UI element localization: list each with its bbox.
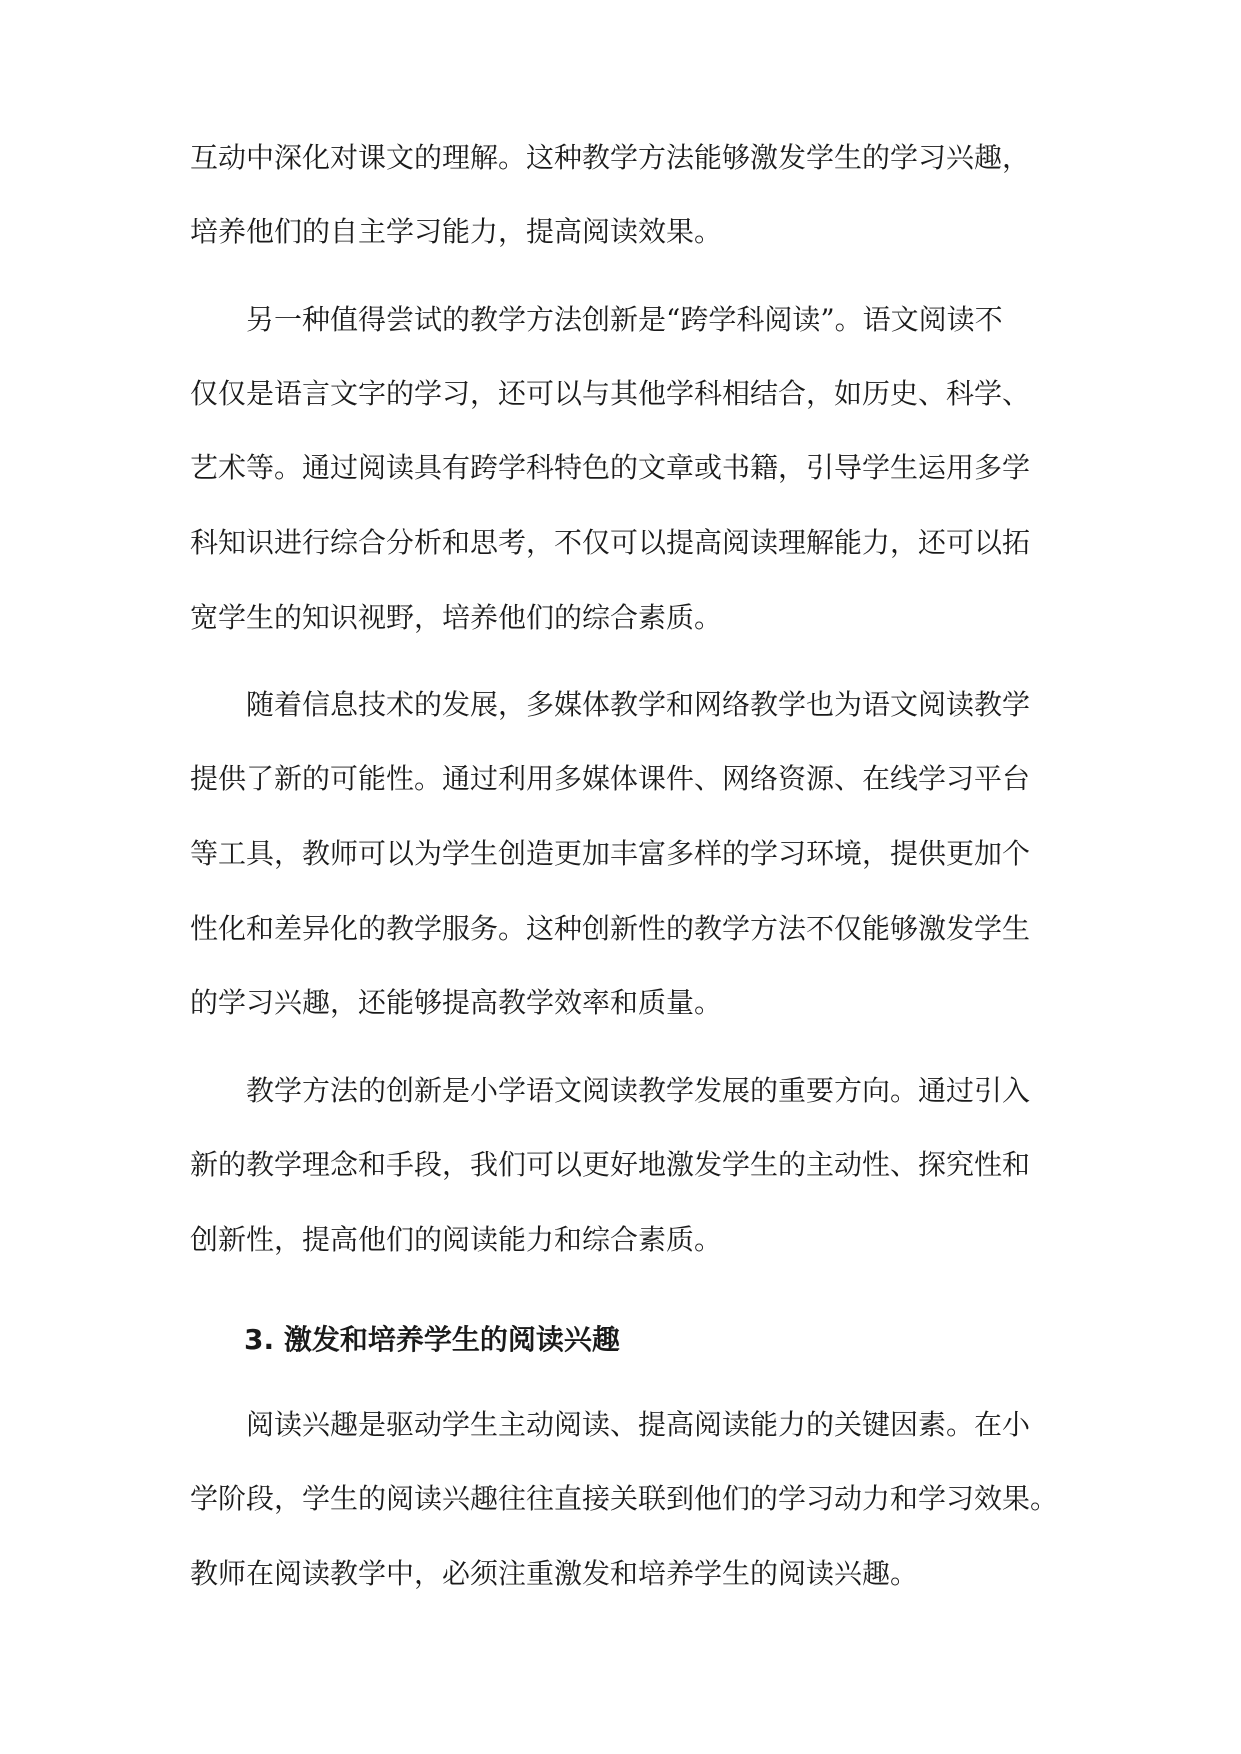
text-line: 学阶段，学生的阅读兴趣往往直接关联到他们的学习动力和学习效果。: [190, 1482, 1059, 1515]
text-line: 教师在阅读教学中，必须注重激发和培养学生的阅读兴趣。: [190, 1557, 919, 1590]
text-line: 创新性，提高他们的阅读能力和综合素质。: [190, 1223, 723, 1256]
text-line: 提供了新的可能性。通过利用多媒体课件、网络资源、在线学习平台: [190, 762, 1031, 795]
text-line: 性化和差异化的教学服务。这种创新性的教学方法不仅能够激发学生: [190, 912, 1031, 945]
text-line: 互动中深化对课文的理解。这种教学方法能够激发学生的学习兴趣，: [190, 141, 1031, 174]
text-line: 阅读兴趣是驱动学生主动阅读、提高阅读能力的关键因素。在小: [190, 1408, 1031, 1441]
text-line: 仅仅是语言文字的学习，还可以与其他学科相结合，如历史、科学、: [190, 377, 1031, 410]
text-line: 随着信息技术的发展，多媒体教学和网络教学也为语文阅读教学: [190, 688, 1031, 721]
section-heading: 3. 激发和培养学生的阅读兴趣: [244, 1323, 620, 1356]
text-line: 的学习兴趣，还能够提高教学效率和质量。: [190, 986, 723, 1019]
text-line: 教学方法的创新是小学语文阅读教学发展的重要方向。通过引入: [190, 1074, 1031, 1107]
text-line: 培养他们的自主学习能力，提高阅读效果。: [190, 215, 723, 248]
text-line: 宽学生的知识视野，培养他们的综合素质。: [190, 601, 723, 634]
text-line: 新的教学理念和手段，我们可以更好地激发学生的主动性、探究性和: [190, 1148, 1031, 1181]
text-line: 艺术等。通过阅读具有跨学科特色的文章或书籍，引导学生运用多学: [190, 451, 1031, 484]
text-line: 等工具，教师可以为学生创造更加丰富多样的学习环境，提供更加个: [190, 837, 1031, 870]
text-line: 科知识进行综合分析和思考，不仅可以提高阅读理解能力，还可以拓: [190, 526, 1031, 559]
text-line: 另一种值得尝试的教学方法创新是“跨学科阅读”。语文阅读不: [190, 303, 1003, 336]
